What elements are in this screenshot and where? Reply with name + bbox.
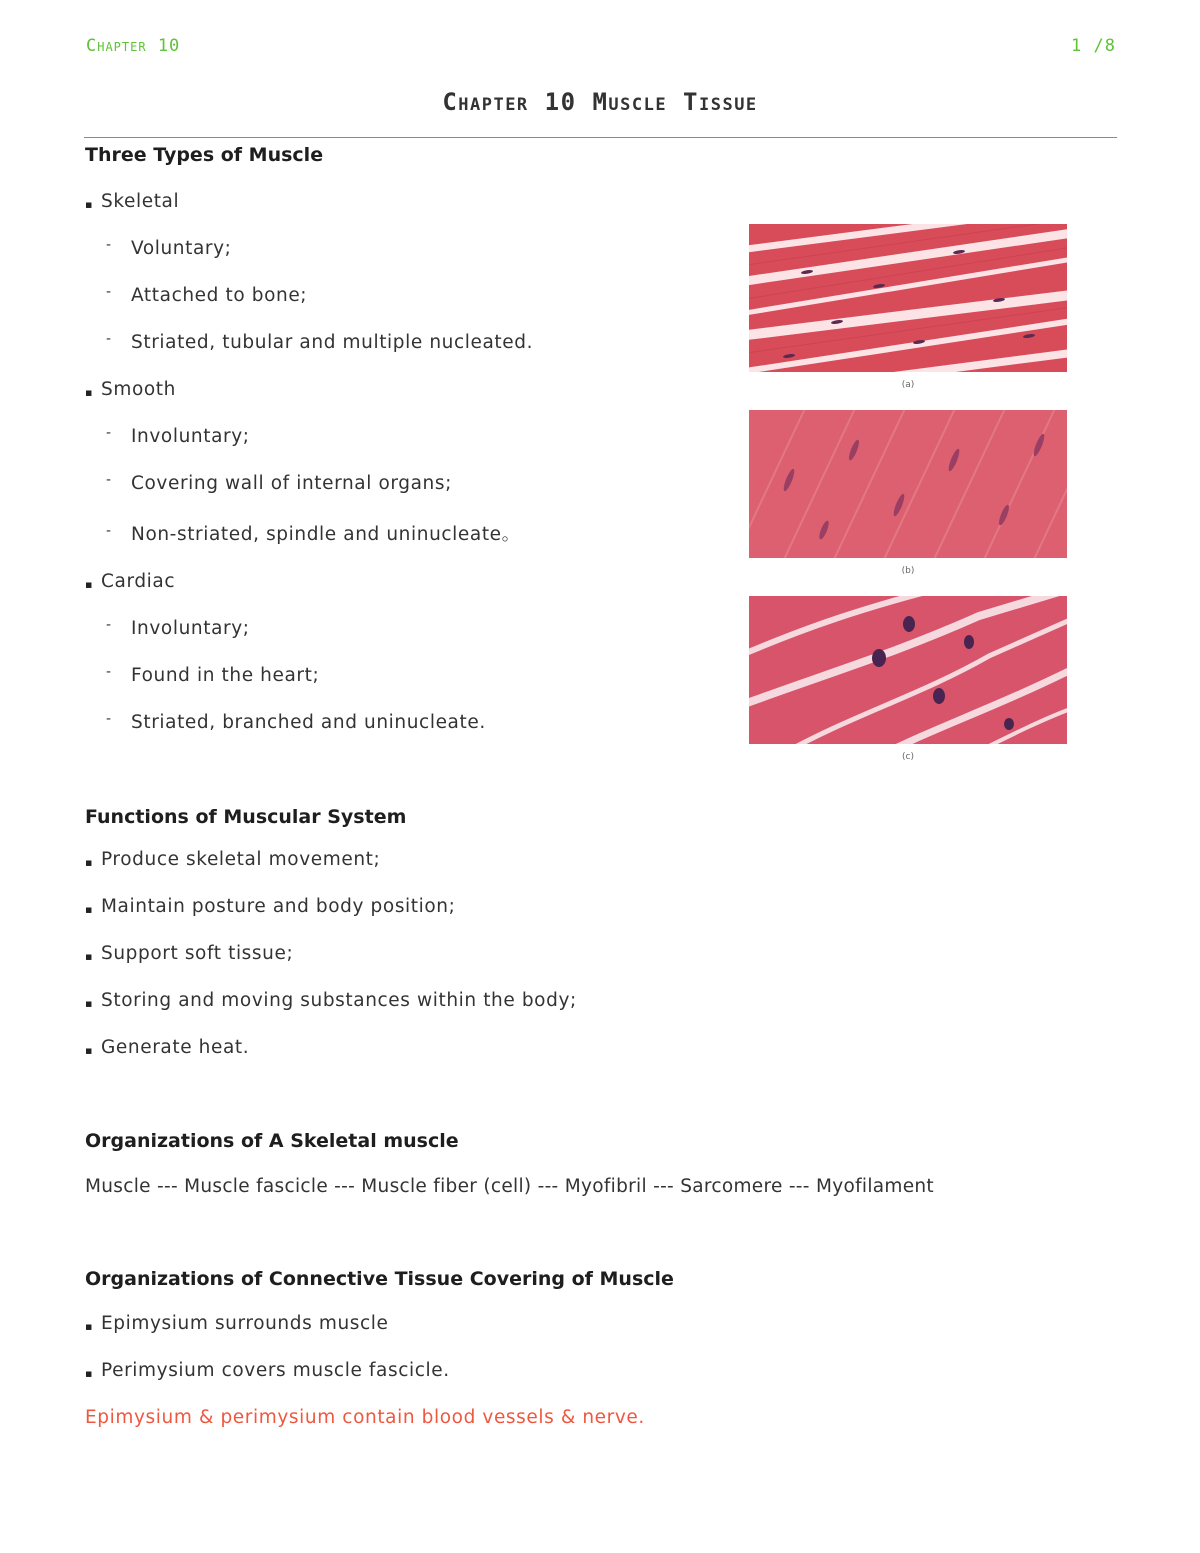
sub-list-item: ‐ Striated, tubular and multiple nucleated. — [85, 329, 1115, 357]
section-heading: Functions of Muscular System — [85, 806, 407, 828]
sub-list-item: ‐ Non-striated, spindle and uninucleate。 — [85, 521, 1115, 549]
sub-list-item: ‐ Covering wall of internal organs; — [85, 470, 1115, 498]
running-header — [86, 36, 1116, 60]
sub-list-item: ‐ Voluntary; — [85, 235, 1115, 263]
highlight-note: Epimysium & perimysium contain blood vessels & nerve. — [85, 1407, 645, 1428]
connective-tissue-section — [85, 1268, 1115, 1432]
list-item: ▪ Skeletal — [85, 188, 1115, 216]
functions-section — [85, 806, 1115, 1062]
sub-list-item: ‐ Attached to bone; — [85, 282, 1115, 310]
list-item: ▪ Smooth — [85, 376, 1115, 404]
skeletal-organization-section — [85, 1130, 1115, 1201]
list-item: ▪ Perimysium covers muscle fascicle. — [85, 1357, 1115, 1385]
cardiac-muscle-micrograph-icon — [749, 596, 1067, 744]
sub-list-item: ‐ Involuntary; — [85, 615, 1115, 643]
sub-list-item: ‐ Striated, branched and uninucleate. — [85, 709, 1115, 737]
list-item: ▪ Cardiac — [85, 568, 1115, 596]
sub-list-item: ‐ Involuntary; — [85, 423, 1115, 451]
document-title: Chapter 10 Muscle Tissue — [442, 88, 758, 117]
functions-list — [85, 846, 1115, 1062]
figure-caption: (c) — [902, 752, 914, 762]
running-header-chapter: Chapter 10 — [86, 36, 181, 56]
list-item: ▪ Epimysium surrounds muscle — [85, 1310, 1115, 1338]
skeletal-muscle-micrograph-icon — [749, 224, 1067, 372]
list-item: ▪ Maintain posture and body position; — [85, 893, 1115, 921]
organization-chain: Muscle --- Muscle fascicle --- Muscle fiber (cell) --- Myofibril --- Sarcomere --- Myofilament — [85, 1176, 934, 1197]
section-heading: Organizations of Connective Tissue Covering of Muscle — [85, 1268, 674, 1290]
page-number: 1 /8 — [1071, 36, 1116, 56]
figure-caption: (b) — [901, 566, 915, 576]
list-item: ▪ Produce skeletal movement; — [85, 846, 1115, 874]
section-heading: Organizations of A Skeletal muscle — [85, 1130, 459, 1152]
micrograph-figures — [749, 224, 1067, 782]
list-item: ▪ Generate heat. — [85, 1034, 1115, 1062]
list-item: ▪ Support soft tissue; — [85, 940, 1115, 968]
sub-list-item: ‐ Found in the heart; — [85, 662, 1115, 690]
section-heading: Three Types of Muscle — [85, 144, 324, 166]
title-divider — [84, 137, 1117, 138]
connective-tissue-list — [85, 1310, 1115, 1385]
list-item: ▪ Storing and moving substances within the body; — [85, 987, 1115, 1015]
smooth-muscle-micrograph-icon — [749, 410, 1067, 558]
figure-caption: (a) — [901, 380, 915, 390]
